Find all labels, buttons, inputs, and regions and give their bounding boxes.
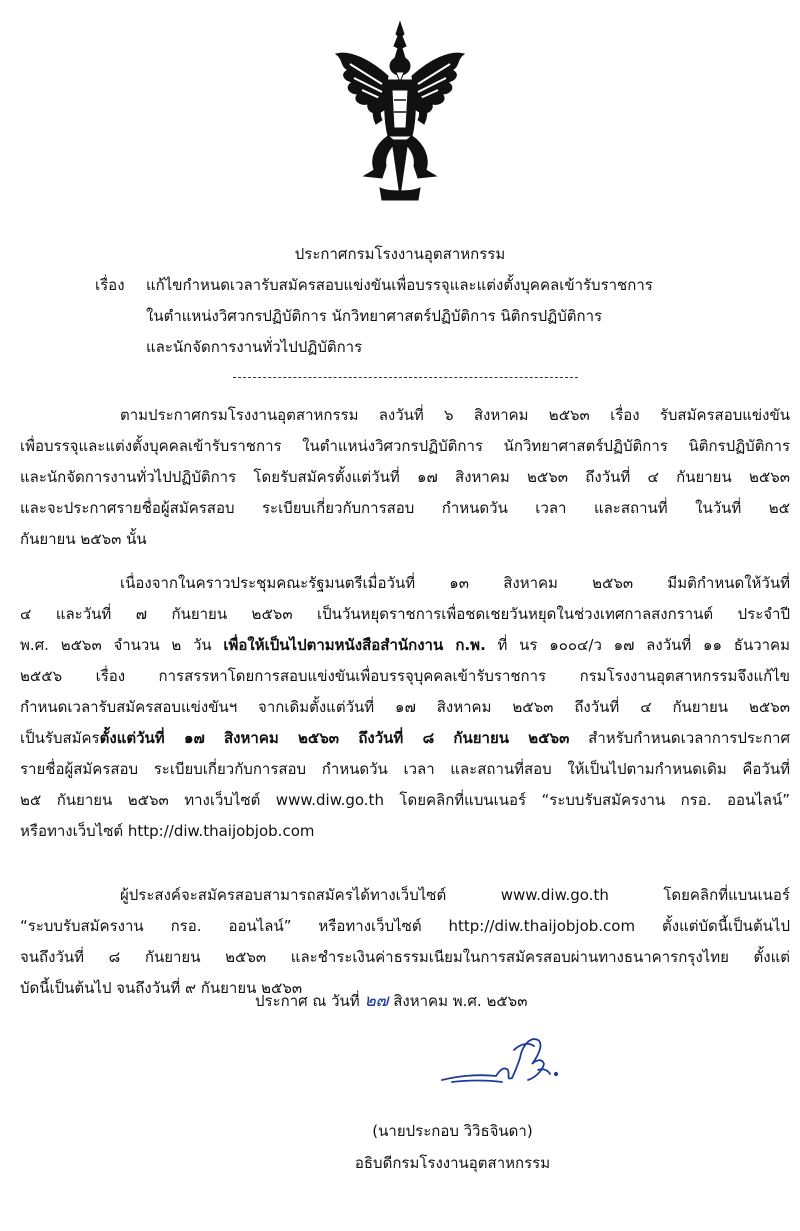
paragraph-line: รายชื่อผู้สมัครสอบ ระเบียบเกี่ยวกับการสอบ กำหนดวัน เวลา และสถานที่สอบ ให้เป็นไปตามกำหนดเดิม คือวันที่ bbox=[20, 760, 790, 778]
paragraph-line: ตามประกาศกรมโรงงานอุตสาหกรรม ลงวันที่ ๖ สิงหาคม ๒๕๖๓ เรื่อง รับสมัครสอบแข่งขัน bbox=[120, 406, 790, 424]
paragraph-line: ๔ และวันที่ ๗ กันยายน ๒๕๖๓ เป็นวันหยุดราชการเพื่อชดเชยวันหยุดในช่วงเทศกาลสงกรานต์ ประจำปี bbox=[20, 605, 790, 623]
paragraph-line: บัดนี้เป็นต้นไป จนถึงวันที่ ๙ กันยายน ๒๕๖๓ bbox=[20, 979, 303, 997]
paragraph-line: ผู้ประสงค์จะสมัครสอบสามารถสมัครได้ทางเว็บไซต์ www.diw.go.th โดยคลิกที่แบนเนอร์ bbox=[120, 886, 790, 904]
signer-name: (นายประกอบ วิวิธจินดา) bbox=[372, 1122, 533, 1140]
paragraph-line: เนื่องจากในคราวประชุมคณะรัฐมนตรีเมื่อวันที่ ๑๓ สิงหาคม ๒๕๖๓ มีมติกำหนดให้วันที่ bbox=[120, 574, 790, 592]
text-run: พ.ศ. ๒๕๖๓ จำนวน ๒ วัน bbox=[20, 636, 212, 654]
text-run: สำหรับกำหนดเวลาการประกาศ bbox=[588, 729, 790, 747]
bold-text-run: เพื่อให้เป็นไปตามหนังสือสำนักงาน ก.พ. bbox=[223, 636, 486, 654]
dashed-divider bbox=[233, 377, 578, 378]
garuda-emblem-icon bbox=[330, 20, 470, 202]
signature-mark bbox=[438, 1030, 578, 1100]
subject-line: และนักจัดการงานทั่วไปปฏิบัติการ bbox=[146, 338, 363, 356]
date-prefix: ประกาศ ณ วันที่ bbox=[255, 992, 360, 1010]
handwritten-day: ๒๗ bbox=[364, 991, 389, 1011]
paragraph-line: เพื่อบรรจุและแต่งตั้งบุคคลเข้ารับราชการ ในตำแหน่งวิศวกรปฏิบัติการ นักวิทยาศาสตร์ปฏิบัติการ นิติกรปฏิบัติการ bbox=[20, 437, 790, 455]
paragraph-line bbox=[20, 723, 790, 754]
document-title: ประกาศกรมโรงงานอุตสาหกรรม bbox=[294, 245, 506, 263]
date-suffix: สิงหาคม พ.ศ. ๒๕๖๓ bbox=[393, 992, 528, 1010]
paragraph-line: ๒๕ กันยายน ๒๕๖๓ ทางเว็บไซต์ www.diw.go.th โดยคลิกที่แบนเนอร์ “ระบบรับสมัครงาน กรอ. ออนไลน์” bbox=[20, 791, 790, 809]
paragraph-line: กำหนดเวลารับสมัครสอบแข่งขันฯ จากเดิมตั้งแต่วันที่ ๑๗ สิงหาคม ๒๕๖๓ ถึงวันที่ ๔ กันยายน ๒๕๖๓ bbox=[20, 698, 790, 716]
subject-line: แก้ไขกำหนดเวลารับสมัครสอบแข่งขันเพื่อบรรจุและแต่งตั้งบุคคลเข้ารับราชการ bbox=[146, 276, 653, 294]
subject-label: เรื่อง bbox=[95, 276, 125, 294]
paragraph-how-to-apply bbox=[20, 880, 790, 1004]
paragraph-schedule-change bbox=[20, 568, 790, 847]
paragraph-line: “ระบบรับสมัครงาน กรอ. ออนไลน์” หรือทางเว็บไซต์ http://diw.thaijobjob.com ตั้งแต่บัดนี้เป็นต้นไป bbox=[20, 917, 790, 935]
paragraph-line: ๒๕๕๖ เรื่อง การสรรหาโดยการสอบแข่งขันเพื่อบรรจุบุคคลเข้ารับราชการ กรมโรงงานอุตสาหกรรมจึงแก้ไข bbox=[20, 667, 790, 685]
paragraph-line bbox=[20, 630, 790, 661]
paragraph-line: หรือทางเว็บไซต์ http://diw.thaijobjob.com bbox=[20, 822, 315, 840]
paragraph-line: และจะประกาศรายชื่อผู้สมัครสอบ ระเบียบเกี่ยวกับการสอบ กำหนดวัน เวลา และสถานที่ ในวันที่ ๒๕ bbox=[20, 499, 790, 517]
bold-text-run: ตั้งแต่วันที่ ๑๗ สิงหาคม ๒๕๖๓ ถึงวันที่ ๘ กันยายน ๒๕๖๓ bbox=[99, 729, 570, 747]
announcement-date bbox=[255, 990, 527, 1012]
subject-line: ในตำแหน่งวิศวกรปฏิบัติการ นักวิทยาศาสตร์ปฏิบัติการ นิติกรปฏิบัติการ bbox=[146, 307, 603, 325]
signer-title: อธิบดีกรมโรงงานอุตสาหกรรม bbox=[354, 1154, 551, 1172]
paragraph-line: และนักจัดการงานทั่วไปปฏิบัติการ โดยรับสมัครตั้งแต่วันที่ ๑๗ สิงหาคม ๒๕๖๓ ถึงวันที่ ๔ กันยายน ๒๕๖๓ bbox=[20, 468, 790, 486]
text-run: เป็นรับสมัคร bbox=[20, 729, 100, 747]
text-run: ที่ นร ๑๐๐๔/ว ๑๗ ลงวันที่ ๑๑ ธันวาคม bbox=[497, 636, 790, 654]
paragraph-line: จนถึงวันที่ ๘ กันยายน ๒๕๖๓ และชำระเงินค่าธรรมเนียมในการสมัครสอบผ่านทางธนาคารกรุงไทย ตั้งแต่ bbox=[20, 948, 790, 966]
paragraph-announcement-reference bbox=[20, 400, 790, 555]
paragraph-line: กันยายน ๒๕๖๓ นั้น bbox=[20, 530, 147, 548]
